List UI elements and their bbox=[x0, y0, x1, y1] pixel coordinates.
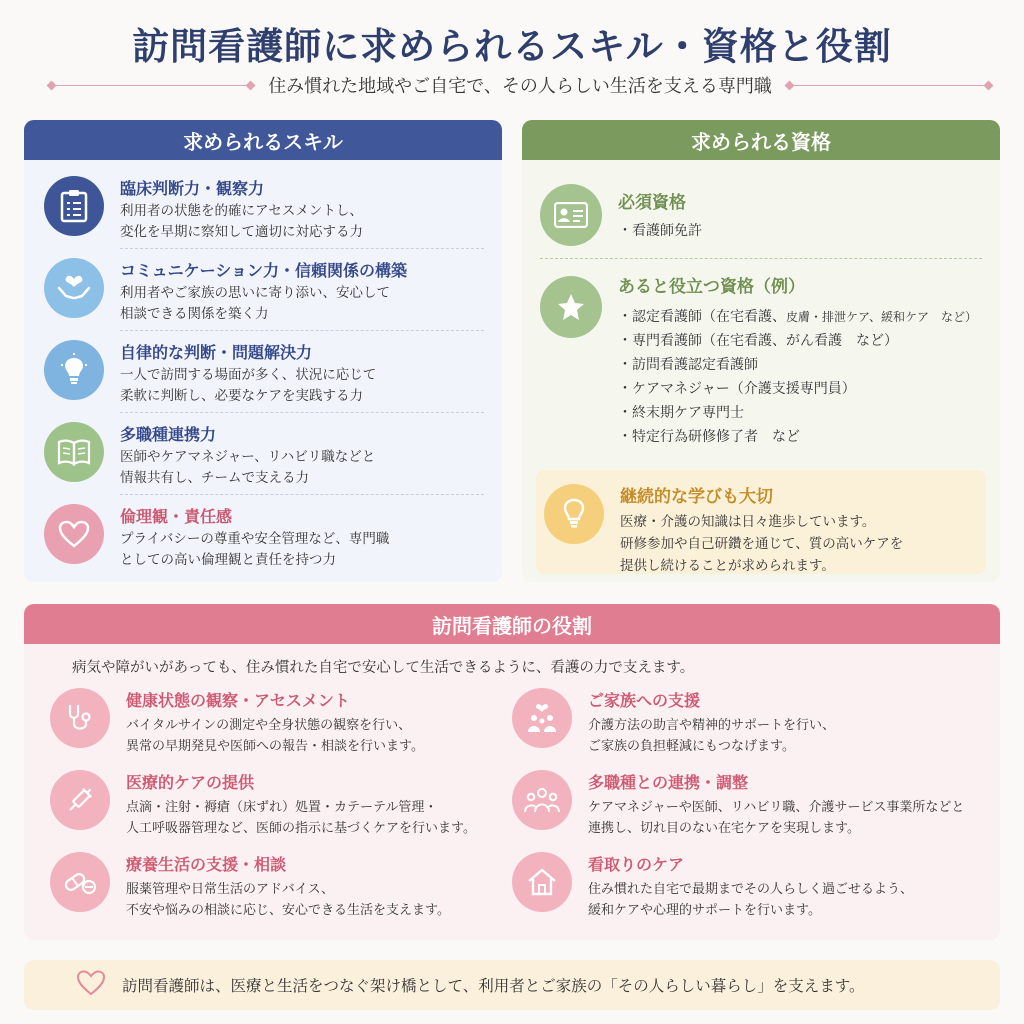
useful-title: あると役立つ資格（例） bbox=[618, 277, 805, 297]
qualifications-panel bbox=[522, 120, 1000, 582]
skill-desc-line1: 利用者やご家族の思いに寄り添い、安心して bbox=[120, 285, 390, 301]
stethoscope-icon bbox=[50, 688, 110, 748]
learning-desc-line1: 医療・介護の知識は日々進歩しています。 bbox=[620, 514, 876, 530]
skill-desc-line2: 変化を早期に察知して適切に対応する力 bbox=[120, 224, 363, 240]
skill-title: 多職種連携力 bbox=[120, 425, 217, 444]
required-qualification bbox=[540, 184, 982, 246]
useful-list bbox=[618, 305, 977, 449]
role-item bbox=[512, 688, 972, 757]
skill-title: 臨床判断力・観察力 bbox=[120, 179, 265, 198]
skill-desc-line1: プライバシーの尊重や安全管理など、専門職 bbox=[120, 531, 390, 547]
useful-qualifications bbox=[540, 272, 982, 449]
skill-desc-line1: 医師やケアマネジャー、リハビリ職などと bbox=[120, 449, 376, 465]
footer-banner bbox=[24, 960, 1000, 1010]
skills-panel bbox=[24, 120, 502, 582]
useful-item bbox=[618, 401, 977, 425]
skill-desc-line2: 相談できる関係を築く力 bbox=[120, 306, 269, 322]
roles-heading: 訪問看護師の役割 bbox=[24, 604, 1000, 644]
divider-right bbox=[786, 85, 992, 86]
lightbulb-icon bbox=[544, 484, 604, 544]
role-item bbox=[50, 852, 510, 921]
role-desc-line1: 服薬管理や日常生活のアドバイス、 bbox=[126, 882, 335, 897]
skill-title: コミュニケーション力・信頼関係の構築 bbox=[120, 261, 408, 280]
skill-desc-line2: 情報共有し、チームで支える力 bbox=[120, 470, 309, 486]
useful-item-main: 専門看護師（在宅看護、がん看護 など） bbox=[632, 333, 898, 349]
role-title: 看取りのケア bbox=[588, 855, 685, 874]
role-desc-line2: 緩和ケアや心理的サポートを行います。 bbox=[588, 903, 821, 918]
learning-title: 継続的な学びも大切 bbox=[620, 487, 773, 507]
syringe-icon bbox=[50, 770, 110, 830]
useful-item bbox=[618, 425, 977, 449]
divider-left bbox=[48, 85, 254, 86]
separator bbox=[120, 412, 484, 413]
team-icon bbox=[512, 770, 572, 830]
skill-item bbox=[44, 422, 484, 500]
roles-intro: 病気や障がいがあっても、住み慣れた自宅で安心して生活できるように、看護の力で支えます。 bbox=[72, 660, 695, 676]
skill-desc-line1: 一人で訪問する場面が多く、状況に応じて bbox=[120, 367, 377, 383]
useful-item bbox=[618, 377, 977, 401]
required-list bbox=[618, 219, 702, 243]
role-desc-line1: 介護方法の助言や精神的サポートを行い、 bbox=[588, 718, 836, 733]
role-desc-line1: バイタルサインの測定や全身状態の観察を行い、 bbox=[126, 718, 412, 733]
skill-title: 自律的な判断・問題解決力 bbox=[120, 343, 313, 362]
role-desc-line1: 点滴・注射・褥瘡（床ずれ）処置・カテーテル管理・ bbox=[126, 800, 438, 815]
role-item bbox=[512, 852, 972, 921]
learning-box bbox=[536, 470, 986, 574]
heart-icon bbox=[44, 504, 104, 564]
skill-title: 倫理観・責任感 bbox=[120, 507, 233, 526]
page-title: 訪問看護師に求められるスキル・資格と役割 bbox=[132, 25, 892, 68]
clipboard-icon bbox=[44, 176, 104, 236]
useful-item-main: 特定行為研修修了者 など bbox=[632, 429, 800, 445]
separator bbox=[120, 494, 484, 495]
open-book-icon bbox=[44, 422, 104, 482]
learning-desc-line3: 提供し続けることが求められます。 bbox=[620, 558, 835, 574]
useful-item bbox=[618, 305, 977, 329]
role-title: 療養生活の支援・相談 bbox=[126, 855, 287, 874]
family-icon bbox=[512, 688, 572, 748]
skill-item bbox=[44, 340, 484, 418]
role-desc-line1: 住み慣れた自宅で最期までその人らしく過ごせるよう、 bbox=[588, 882, 914, 897]
skill-item bbox=[44, 176, 484, 254]
useful-item bbox=[618, 329, 977, 353]
id-card-icon bbox=[540, 184, 602, 246]
role-desc-line2: 不安や悩みの相談に応じ、安心できる生活を支えます。 bbox=[126, 903, 450, 918]
required-title: 必須資格 bbox=[618, 193, 686, 213]
house-icon bbox=[512, 852, 572, 912]
role-desc-line2: ご家族の負担軽減にもつなげます。 bbox=[588, 739, 795, 754]
required-item: ・ 看護師免許 bbox=[618, 219, 702, 243]
role-item bbox=[50, 770, 510, 839]
qualifications-heading: 求められる資格 bbox=[522, 120, 1000, 160]
skill-desc-line2: 柔軟に判断し、必要なケアを実践する力 bbox=[120, 388, 363, 404]
roles-panel bbox=[24, 604, 1000, 940]
heart-hands-icon bbox=[44, 258, 104, 318]
useful-item-main: 終末期ケア専門士 bbox=[632, 405, 744, 421]
skills-heading: 求められるスキル bbox=[24, 120, 502, 160]
learning-desc-line2: 研修参加や自己研鑽を通じて、質の高いケアを bbox=[620, 536, 904, 552]
skill-desc-line1: 利用者の状態を的確にアセスメントし、 bbox=[120, 203, 363, 219]
skill-desc-line2: としての高い倫理観と責任を持つ力 bbox=[120, 552, 336, 568]
role-title: 多職種との連携・調整 bbox=[588, 773, 749, 792]
useful-item-small: 皮膚・排泄ケア、緩和ケア など） bbox=[786, 310, 978, 324]
separator bbox=[540, 258, 982, 259]
separator bbox=[120, 248, 484, 249]
useful-item-main: 訪問看護認定看護師 bbox=[632, 357, 758, 373]
skill-item bbox=[44, 504, 484, 582]
lightbulb-icon bbox=[44, 340, 104, 400]
footer-text: 訪問看護師は、医療と生活をつなぐ架け橋として、利用者とご家族の「その人らしい暮らし」を支えます。 bbox=[122, 977, 865, 995]
separator bbox=[120, 330, 484, 331]
page-subtitle: 住み慣れた地域やご自宅で、その人らしい生活を支える専門職 bbox=[268, 76, 772, 97]
heart-outline-icon bbox=[76, 970, 106, 1000]
pills-icon bbox=[50, 852, 110, 912]
useful-item-main: 認定看護師（在宅看護、 bbox=[632, 309, 786, 325]
skill-item bbox=[44, 258, 484, 336]
subtitle-row bbox=[48, 72, 992, 98]
role-title: ご家族への支援 bbox=[588, 691, 701, 710]
useful-item bbox=[618, 353, 977, 377]
star-icon bbox=[540, 276, 602, 338]
role-item bbox=[50, 688, 510, 757]
useful-item-main: ケアマネジャー（介護支援専門員） bbox=[632, 381, 856, 397]
role-desc-line2: 異常の早期発見や医師への報告・相談を行います。 bbox=[126, 739, 424, 754]
role-title: 健康状態の観察・アセスメント bbox=[126, 691, 350, 710]
role-item bbox=[512, 770, 982, 839]
role-desc-line1: ケアマネジャーや医師、リハビリ職、介護サービス事業所などと bbox=[588, 800, 965, 815]
role-title: 医療的ケアの提供 bbox=[126, 773, 255, 792]
role-desc-line2: 連携し、切れ目のない在宅ケアを実現します。 bbox=[588, 821, 860, 836]
role-desc-line2: 人工呼吸器管理など、医師の指示に基づくケアを行います。 bbox=[126, 821, 476, 836]
